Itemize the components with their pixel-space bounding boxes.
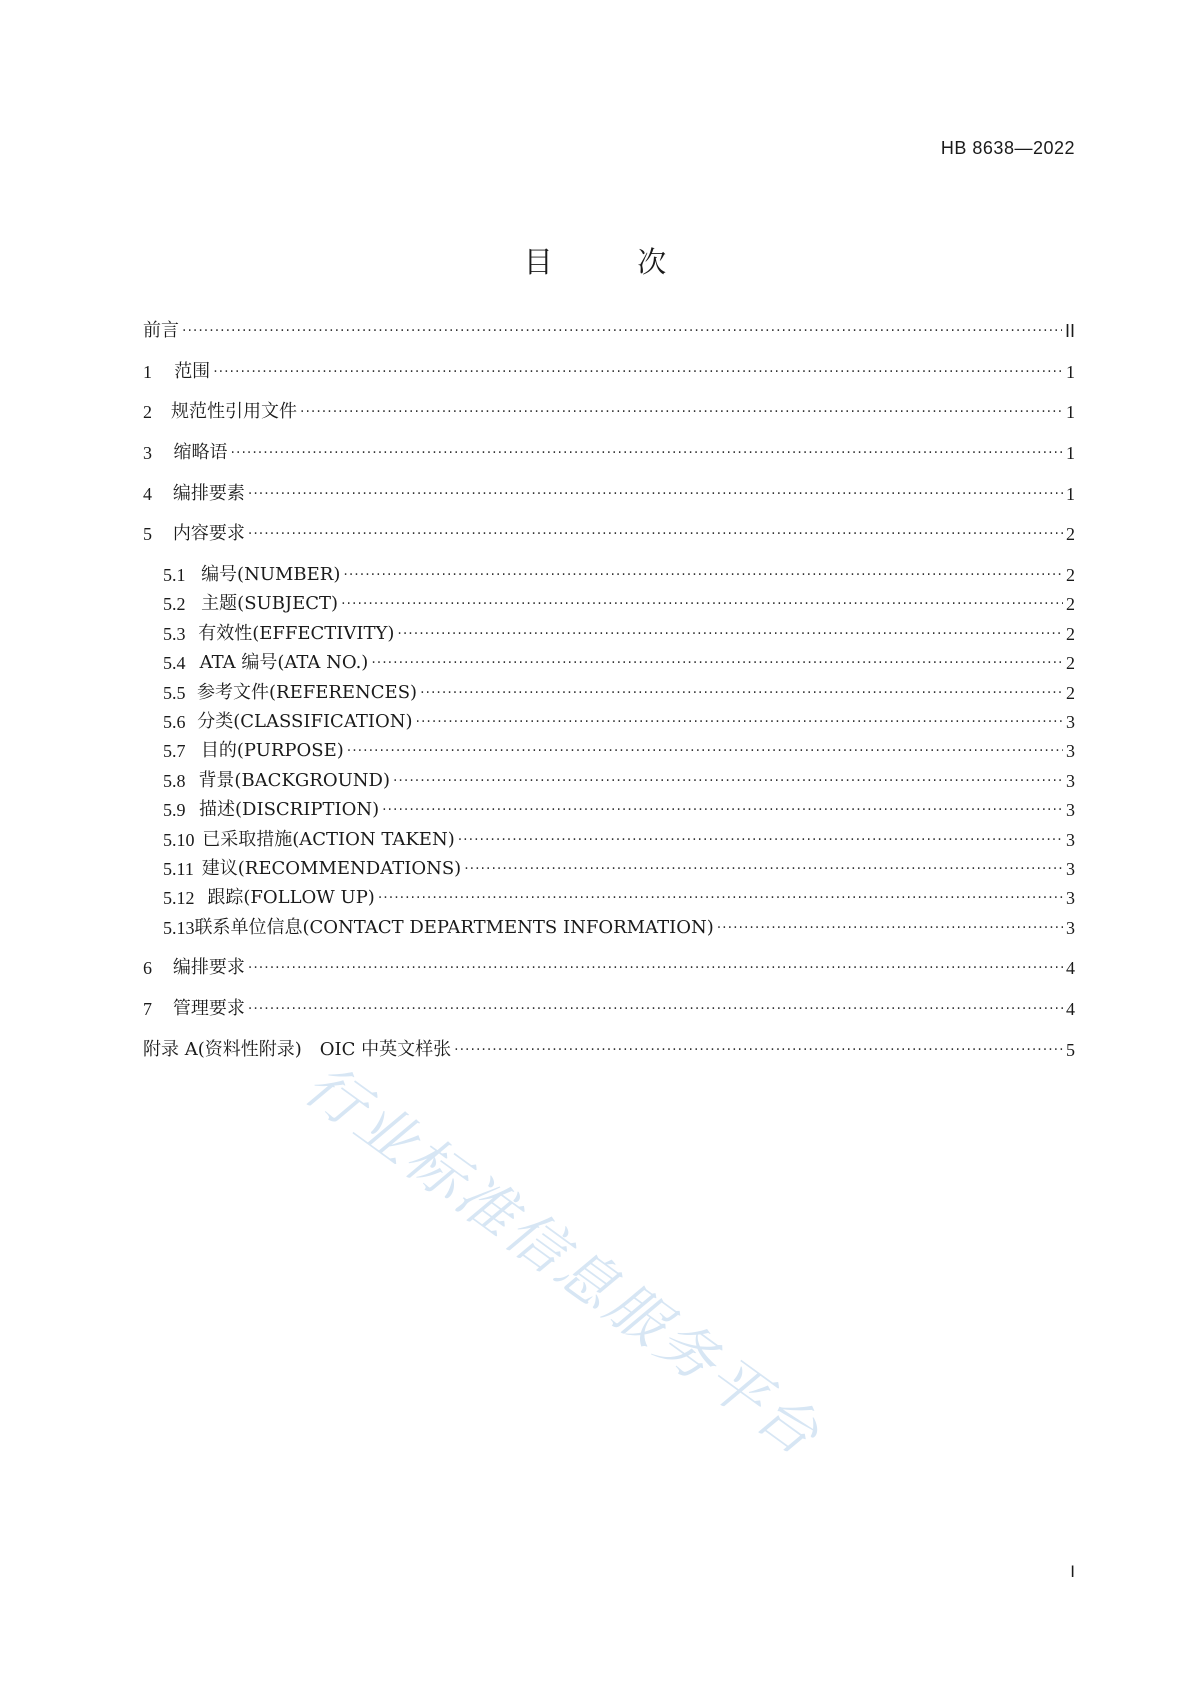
toc-entry-number: 5.13 [163, 918, 195, 938]
toc-entry-7[interactable] [143, 996, 1075, 1022]
toc-entry-foreword[interactable] [143, 318, 1075, 344]
toc-leader-dots [248, 996, 1063, 1022]
toc-entry-page: 3 [1066, 771, 1075, 791]
toc-entry-5-10[interactable] [163, 827, 1075, 853]
toc-entry-label: 背景(BACKGROUND) [198, 770, 390, 791]
toc-entry-5-4[interactable] [163, 650, 1075, 676]
toc-entry-label: 缩略语 [173, 442, 228, 463]
toc-entry-page: 3 [1066, 712, 1075, 732]
toc-entry-page: 2 [1066, 624, 1075, 644]
toc-entry-label: 规范性引用文件 [171, 401, 297, 422]
toc-entry-label: 编号(NUMBER) [201, 564, 341, 585]
toc-entry-number: 5.3 [163, 624, 186, 644]
toc-entry-label: 内容要求 [172, 523, 245, 544]
toc-entry-number: 4 [143, 484, 152, 504]
toc-entry-6[interactable] [143, 955, 1075, 981]
toc-entry-5-6[interactable] [163, 709, 1075, 735]
toc-entry-1[interactable] [143, 359, 1075, 385]
toc-entry-3[interactable] [143, 440, 1075, 466]
toc-entry-label: 管理要求 [172, 998, 245, 1019]
toc-leader-dots [231, 440, 1063, 466]
toc-entry-number: 5.4 [163, 653, 186, 673]
toc-leader-dots [300, 399, 1063, 425]
toc-entry-5-8[interactable] [163, 768, 1075, 794]
toc-entry-5[interactable] [143, 521, 1075, 547]
toc-entry-label: 范围 [174, 361, 211, 382]
toc-entry-2[interactable] [143, 399, 1075, 425]
toc-entry-number: 6 [143, 958, 152, 978]
toc-entry-number: 5.9 [163, 800, 186, 820]
page-title: 目 次 [523, 245, 667, 279]
toc-entry-number: 5.11 [163, 859, 194, 879]
toc-entry-number: 5.7 [163, 741, 186, 761]
toc-entry-page: 4 [1066, 999, 1075, 1019]
toc-entry-number: 7 [143, 999, 152, 1019]
toc-entry-page: 5 [1066, 1040, 1075, 1060]
toc-entry-page: 3 [1066, 830, 1075, 850]
toc-entry-number: 5.12 [163, 888, 195, 908]
toc-entry-page: 2 [1066, 594, 1075, 614]
toc-entry-label: 编排要素 [172, 483, 245, 504]
toc-entry-label: 描述(DISCRIPTION) [199, 799, 380, 820]
document-code: HB 8638—2022 [940, 138, 1075, 158]
toc-leader-dots [248, 521, 1063, 547]
toc-leader-dots [454, 1037, 1063, 1063]
toc-entry-page: 2 [1066, 683, 1075, 703]
toc-leader-dots [378, 885, 1063, 911]
toc-entry-number: 5.10 [163, 830, 195, 850]
toc-entry-page: 4 [1066, 958, 1075, 978]
toc-entry-number: 1 [143, 362, 152, 382]
toc-entry-appendix-a[interactable] [143, 1037, 1075, 1063]
toc-entry-5-3[interactable] [163, 621, 1075, 647]
toc-leader-dots [458, 827, 1063, 853]
toc-entry-5-13[interactable] [163, 915, 1075, 941]
toc-entry-number: 5 [143, 524, 152, 544]
toc-entry-label: ATA 编号(ATA NO.) [199, 652, 369, 673]
toc-entry-label: 已采取措施(ACTION TAKEN) [202, 829, 455, 850]
toc-leader-dots [393, 768, 1063, 794]
toc-entry-4[interactable] [143, 481, 1075, 507]
toc-entry-5-2[interactable] [163, 591, 1075, 617]
toc-entry-label: 跟踪(FOLLOW UP) [207, 887, 375, 908]
toc-entry-number: 2 [143, 402, 152, 422]
toc-entry-page: 1 [1066, 402, 1075, 422]
toc-entry-5-11[interactable] [163, 856, 1075, 882]
toc-entry-page: 2 [1066, 653, 1075, 673]
toc-leader-dots [420, 680, 1063, 706]
toc-entry-5-7[interactable] [163, 738, 1075, 764]
toc-entry-5-12[interactable] [163, 885, 1075, 911]
toc-entry-label: 编排要求 [172, 957, 245, 978]
toc-entry-number: 5.1 [163, 565, 186, 585]
toc-entry-page: 2 [1066, 524, 1075, 544]
toc-entry-5-1[interactable] [163, 562, 1075, 588]
page-number: I [1070, 1562, 1075, 1581]
watermark: 行业标准信息服务平台 [292, 1050, 834, 1470]
toc-entry-label: 有效性(EFFECTIVITY) [198, 623, 395, 644]
toc-entry-page: II [1064, 321, 1075, 341]
toc-leader-dots [343, 562, 1063, 588]
toc-entry-label: 主题(SUBJECT) [201, 593, 339, 614]
toc-leader-dots [371, 650, 1063, 676]
toc-leader-dots [248, 955, 1063, 981]
toc-entry-page: 3 [1066, 859, 1075, 879]
toc-entry-label: 附录 A(资料性附录) OIC 中英文样张 [143, 1039, 452, 1060]
toc-entry-page: 3 [1066, 918, 1075, 938]
toc-entry-label: 目的(PURPOSE) [200, 740, 344, 761]
toc-entry-page: 1 [1066, 484, 1075, 504]
toc-entry-label: 联系单位信息(CONTACT DEPARTMENTS INFORMATION) [194, 917, 714, 938]
toc-entry-number: 5.2 [163, 594, 186, 614]
toc-entry-number: 5.8 [163, 771, 186, 791]
toc-entry-number: 3 [143, 443, 152, 463]
toc-entry-page: 1 [1066, 443, 1075, 463]
toc-leader-dots [382, 797, 1063, 823]
toc-entry-5-9[interactable] [163, 797, 1075, 823]
toc-leader-dots [213, 359, 1063, 385]
toc-leader-dots [717, 915, 1063, 941]
toc-entry-label: 参考文件(REFERENCES) [197, 682, 418, 703]
toc-entry-label: 前言 [143, 320, 179, 341]
toc-leader-dots [341, 591, 1063, 617]
toc-entry-number: 5.5 [163, 683, 186, 703]
toc-entry-number: 5.6 [163, 712, 186, 732]
toc-leader-dots [464, 856, 1063, 882]
toc-entry-label: 建议(RECOMMENDATIONS) [201, 858, 462, 879]
toc-entry-page: 3 [1066, 800, 1075, 820]
toc-leader-dots [248, 481, 1063, 507]
toc-entry-page: 1 [1066, 362, 1075, 382]
toc-entry-label: 分类(CLASSIFICATION) [197, 711, 413, 732]
toc-entry-5-5[interactable] [163, 680, 1075, 706]
toc-leader-dots [416, 709, 1064, 735]
toc-entry-page: 2 [1066, 565, 1075, 585]
toc-leader-dots [182, 318, 1062, 344]
toc-entry-page: 3 [1066, 741, 1075, 761]
toc-leader-dots [397, 621, 1063, 647]
toc-leader-dots [347, 738, 1063, 764]
toc-entry-page: 3 [1066, 888, 1075, 908]
